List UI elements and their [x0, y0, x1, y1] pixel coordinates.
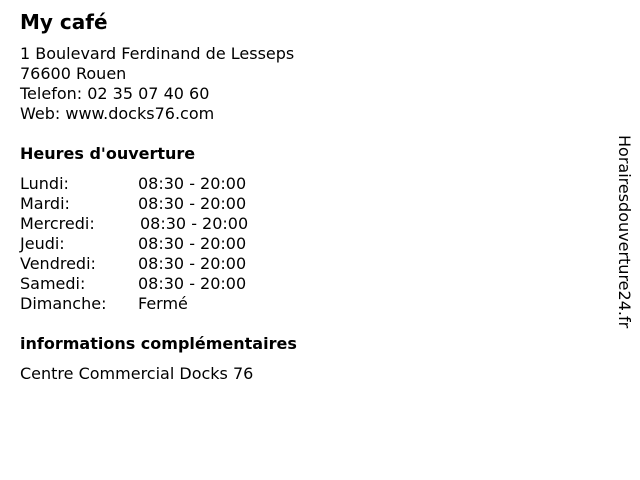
hours-row	[20, 174, 320, 194]
opening-hours-heading: Heures d'ouverture	[20, 144, 196, 163]
website: Web: www.docks76.com	[20, 104, 215, 123]
day-label: Lundi:	[20, 174, 69, 193]
hours-row	[20, 294, 320, 314]
hours-row	[20, 234, 320, 254]
phone-number: Telefon: 02 35 07 40 60	[20, 84, 210, 103]
site-watermark: Horairesdouverture24.fr	[615, 135, 634, 329]
day-label: Mardi:	[20, 194, 70, 213]
hours-row	[20, 254, 320, 274]
day-label: Jeudi:	[20, 234, 65, 253]
place-name: My café	[20, 10, 108, 34]
hours-value: 08:30 - 20:00	[138, 274, 247, 293]
hours-value: 08:30 - 20:00	[138, 174, 247, 193]
hours-value: 08:30 - 20:00	[138, 234, 247, 253]
day-label: Samedi:	[20, 274, 86, 293]
day-label: Vendredi:	[20, 254, 96, 273]
hours-value: 08:30 - 20:00	[138, 254, 247, 273]
day-label: Mercredi:	[20, 214, 95, 233]
opening-hours-list	[20, 174, 320, 314]
hours-value: Fermé	[138, 294, 188, 313]
address-line-1: 1 Boulevard Ferdinand de Lesseps	[20, 44, 295, 63]
additional-info-text: Centre Commercial Docks 76	[20, 364, 254, 383]
hours-value: 08:30 - 20:00	[140, 214, 249, 233]
hours-value: 08:30 - 20:00	[138, 194, 247, 213]
hours-row	[20, 194, 320, 214]
day-label: Dimanche:	[20, 294, 107, 313]
additional-info-heading: informations complémentaires	[20, 334, 297, 353]
hours-row	[20, 274, 320, 294]
hours-row	[20, 214, 320, 234]
address-line-2: 76600 Rouen	[20, 64, 127, 83]
